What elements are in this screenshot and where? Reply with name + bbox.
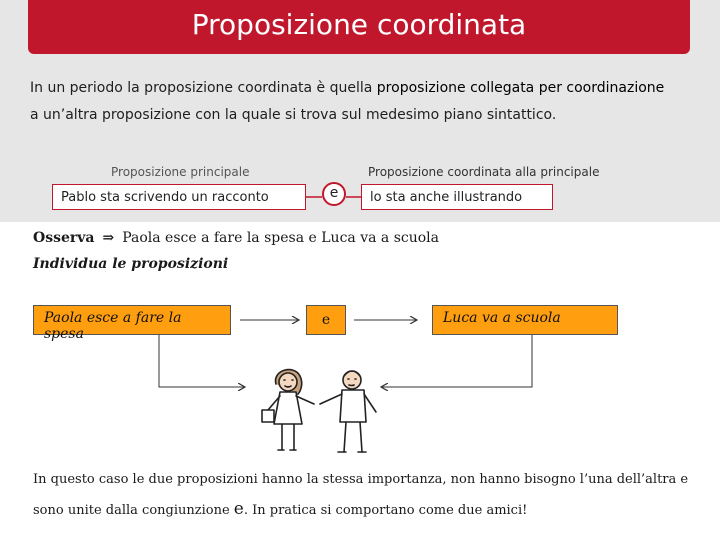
principal-verb: sta scrivendo bbox=[100, 190, 188, 205]
definition-text-2: a un’altra proposizione con la quale si trova sul medesimo piano sintattico bbox=[30, 107, 552, 123]
coordinate-subject: lo bbox=[370, 190, 386, 205]
principal-example-box bbox=[52, 184, 306, 210]
conclusion-text-end: . In pratica si comportano come due amici! bbox=[243, 503, 528, 518]
arrow-icon: ⇒ bbox=[102, 230, 115, 246]
proposition-box-left: Paola esce a fare la spesa bbox=[33, 305, 231, 335]
principal-subject: Pablo bbox=[61, 190, 101, 205]
conclusion-conjunction: e bbox=[233, 499, 244, 519]
principal-label: Proposizione principale bbox=[111, 165, 250, 179]
proposition-box-right: Luca va a scuola bbox=[432, 305, 618, 335]
friends-illustration bbox=[254, 362, 394, 462]
definition-highlight: proposizione collegata per coordinazione bbox=[376, 80, 665, 96]
conclusion-line-2 bbox=[33, 499, 527, 519]
arrow-right-down bbox=[382, 335, 532, 387]
observe-line bbox=[33, 230, 439, 246]
find-propositions-label: Individua le proposizioni bbox=[33, 256, 229, 272]
definition-period: . bbox=[551, 107, 557, 123]
definition-line-2 bbox=[30, 107, 720, 123]
page-title: Proposizione coordinata bbox=[191, 8, 527, 41]
arrow-left-down bbox=[159, 335, 244, 387]
observe-sentence: Paola esce a fare la spesa e Luca va a scuola bbox=[122, 230, 439, 246]
title-bar bbox=[28, 0, 690, 54]
definition-text: In un periodo la proposizione coordinata è quella bbox=[30, 80, 377, 96]
observe-label: Osserva bbox=[33, 230, 95, 246]
coordinate-label: Proposizione coordinata alla principale bbox=[368, 165, 600, 179]
conjunction-circle: e bbox=[322, 182, 346, 206]
coordinate-verb-2: illustrando bbox=[453, 190, 523, 205]
coordinate-middle: anche bbox=[405, 190, 454, 205]
coordinate-verb: sta bbox=[385, 190, 406, 205]
definition-line-1 bbox=[30, 80, 720, 96]
coordinate-example-box bbox=[361, 184, 553, 210]
principal-object: un racconto bbox=[187, 190, 269, 205]
conclusion-line-1: In questo caso le due proposizioni hanno la stessa importanza, non hanno bisogno l’una dell’altra e bbox=[33, 472, 689, 487]
conclusion-text: sono unite dalla congiunzione bbox=[33, 503, 234, 518]
conjunction-box: e bbox=[306, 305, 346, 335]
